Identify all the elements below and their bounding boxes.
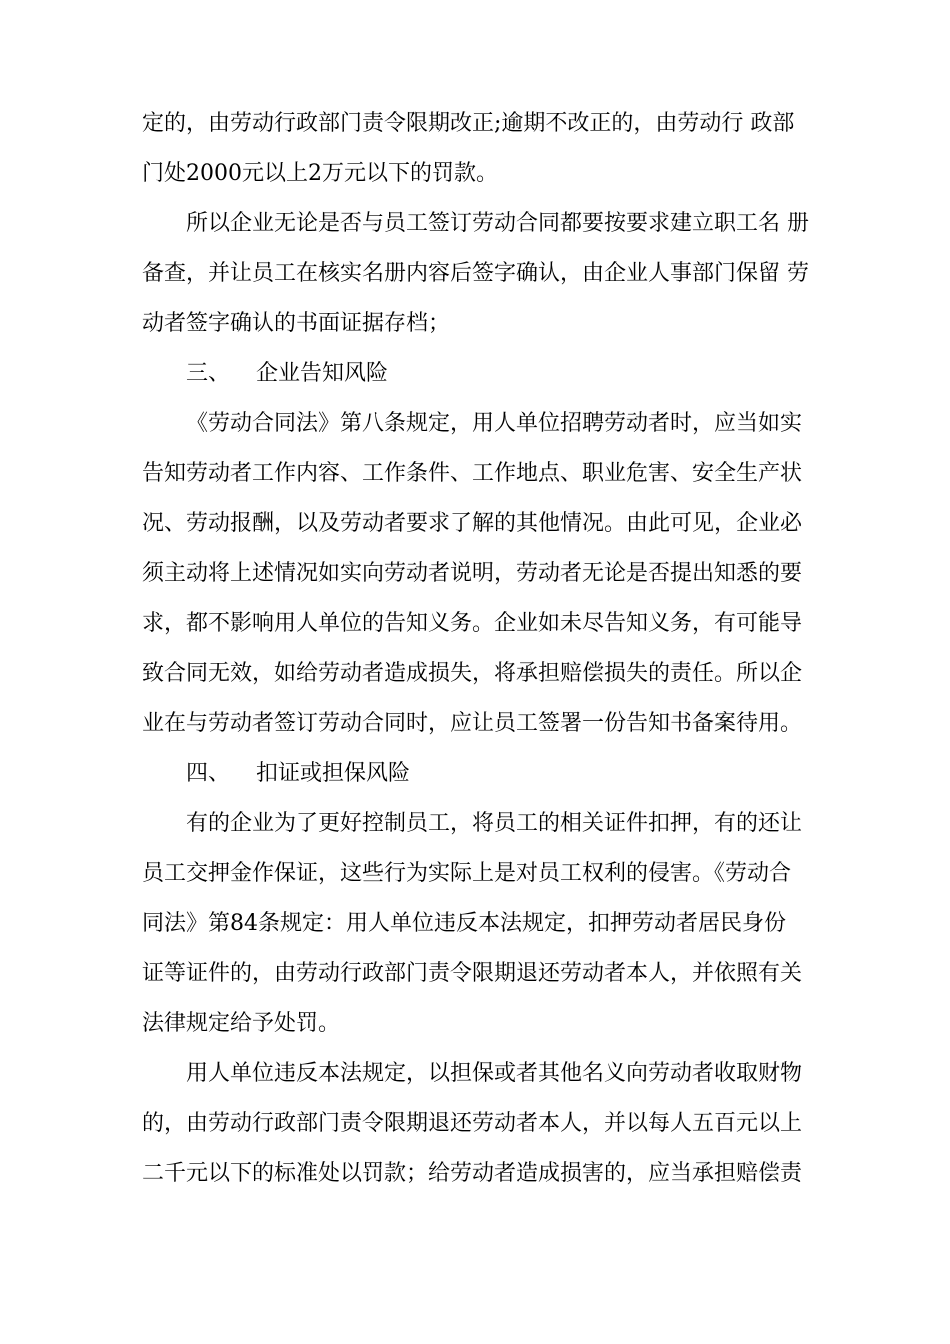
paragraph-line: 求，都不影响用人单位的告知义务。企业如未尽告知义务，有可能导 (142, 611, 803, 636)
paragraph-line: 须主动将上述情况如实向劳动者说明，劳动者无论是否提出知悉的要 (142, 561, 803, 586)
section-number: 三、 (186, 361, 231, 386)
section-title: 企业告知风险 (256, 361, 389, 386)
paragraph-line: 二千元以下的标准处以罚款；给劳动者造成损害的，应当承担赔偿责 (142, 1161, 803, 1186)
paragraph-line: 法律规定给予处罚。 (142, 1011, 341, 1036)
paragraph-line: 同法》第84条规定：用人单位违反本法规定，扣押劳动者居民身份 (142, 911, 786, 936)
section-heading-4 (186, 760, 410, 788)
paragraph-line: 有的企业为了更好控制员工，将员工的相关证件扣押，有的还让 (186, 811, 803, 836)
paragraph-line: 的，由劳动行政部门责令限期退还劳动者本人，并以每人五百元以上 (142, 1111, 803, 1136)
paragraph-line: 证等证件的，由劳动行政部门责令限期退还劳动者本人，并依照有关 (142, 961, 803, 986)
paragraph-line: 所以企业无论是否与员工签订劳动合同都要按要求建立职工名 册 (186, 211, 809, 236)
section-heading-3 (186, 360, 388, 388)
paragraph-line: 员工交押金作保证，这些行为实际上是对员工权利的侵害。《劳动合 (142, 861, 792, 886)
paragraph-line: 门处2000元以上2万元以下的罚款。 (142, 161, 498, 186)
paragraph-line: 告知劳动者工作内容、工作条件、工作地点、职业危害、安全生产状 (142, 461, 803, 486)
paragraph-line: 动者签字确认的书面证据存档； (142, 311, 451, 336)
paragraph-line: 《劳动合同法》第八条规定，用人单位招聘劳动者时，应当如实 (186, 411, 803, 436)
paragraph-line: 业在与劳动者签订劳动合同时，应让员工签署一份告知书备案待用。 (142, 711, 803, 736)
paragraph-line: 备查，并让员工在核实名册内容后签字确认，由企业人事部门保留 劳 (142, 261, 809, 286)
paragraph-line: 用人单位违反本法规定，以担保或者其他名义向劳动者收取财物 (186, 1061, 803, 1086)
paragraph-line: 致合同无效，如给劳动者造成损失，将承担赔偿损失的责任。所以企 (142, 661, 803, 686)
section-number: 四、 (186, 761, 231, 786)
paragraph-line: 况、劳动报酬，以及劳动者要求了解的其他情况。由此可见，企业必 (142, 511, 803, 536)
section-title: 扣证或担保风险 (256, 761, 411, 786)
paragraph-line: 定的，由劳动行政部门责令限期改正;逾期不改正的，由劳动行 政部 (142, 111, 795, 136)
